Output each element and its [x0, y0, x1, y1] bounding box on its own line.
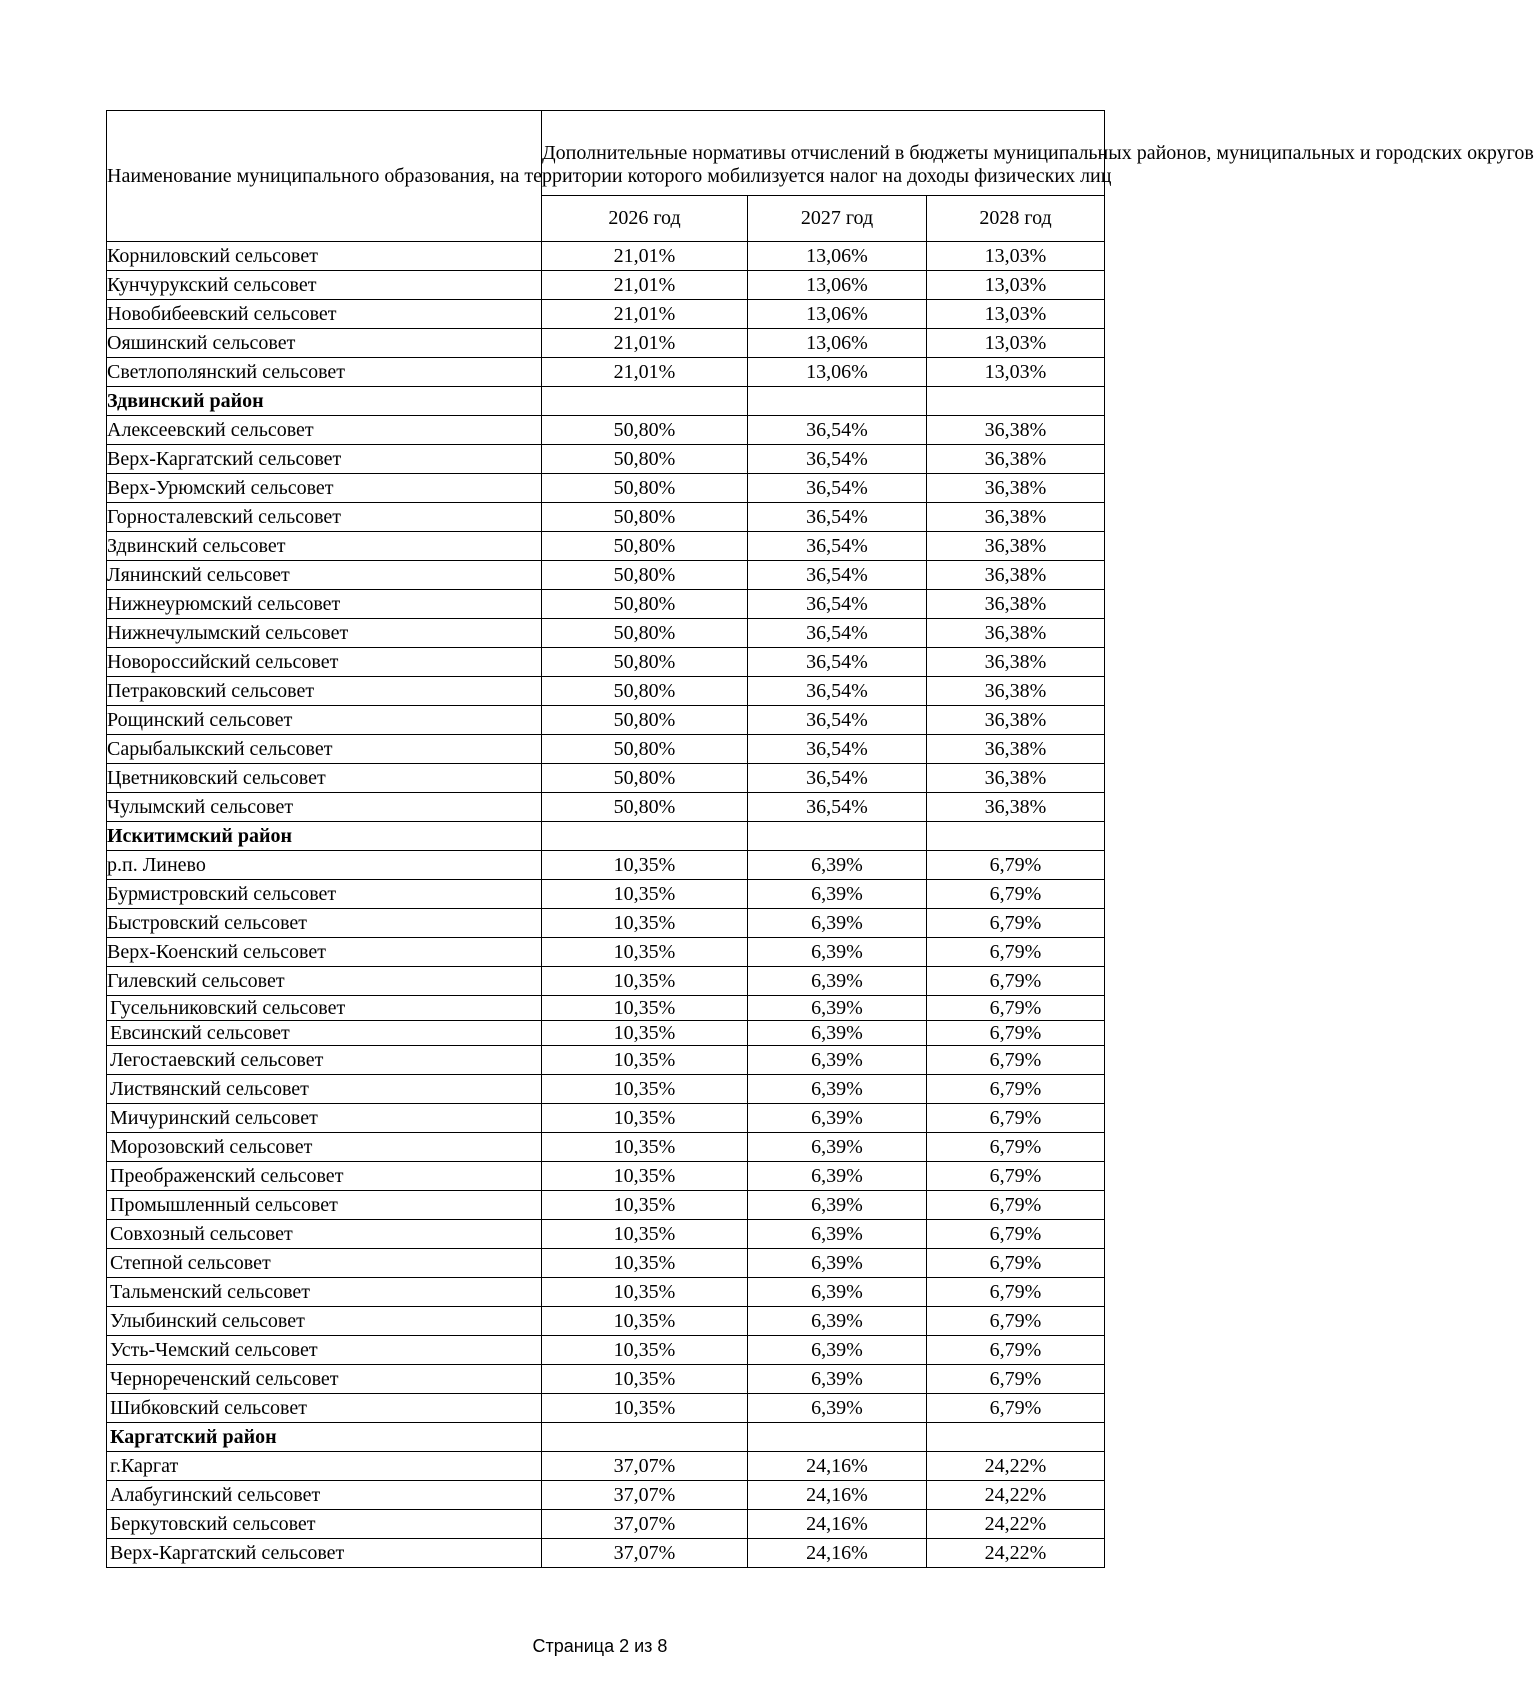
value-2028: 36,38% — [927, 561, 1105, 590]
municipality-name: Нижнеурюмский сельсовет — [107, 590, 542, 619]
municipality-name: Гилевский сельсовет — [107, 967, 542, 996]
value-2028: 6,79% — [927, 1133, 1105, 1162]
table-row — [107, 1394, 1105, 1423]
value-2027: 6,39% — [748, 1104, 927, 1133]
value-2026: 37,07% — [542, 1539, 748, 1568]
value-2027: 36,54% — [748, 590, 927, 619]
value-2028: 36,38% — [927, 416, 1105, 445]
table-row — [107, 445, 1105, 474]
municipality-name: г.Каргат — [107, 1452, 542, 1481]
value-2027: 6,39% — [748, 1075, 927, 1104]
municipality-name: Преображенский сельсовет — [107, 1162, 542, 1191]
municipality-name: Алабугинский сельсовет — [107, 1481, 542, 1510]
value-2028: 36,38% — [927, 619, 1105, 648]
value-2026: 10,35% — [542, 1191, 748, 1220]
value-2028: 6,79% — [927, 1162, 1105, 1191]
value-2027 — [748, 822, 927, 851]
value-2028: 6,79% — [927, 967, 1105, 996]
value-2026: 50,80% — [542, 648, 748, 677]
value-2027: 24,16% — [748, 1452, 927, 1481]
value-2028 — [927, 822, 1105, 851]
value-2027: 36,54% — [748, 793, 927, 822]
table-row — [107, 1133, 1105, 1162]
municipality-name: Корниловский сельсовет — [107, 242, 542, 271]
table-row — [107, 619, 1105, 648]
district-row — [107, 387, 1105, 416]
table-row — [107, 938, 1105, 967]
value-2026: 10,35% — [542, 1249, 748, 1278]
value-2026: 10,35% — [542, 1365, 748, 1394]
table-row — [107, 503, 1105, 532]
value-2026: 21,01% — [542, 242, 748, 271]
municipality-name: Шибковский сельсовет — [107, 1394, 542, 1423]
value-2028: 6,79% — [927, 1365, 1105, 1394]
table-row — [107, 416, 1105, 445]
table-row — [107, 1162, 1105, 1191]
table-row — [107, 880, 1105, 909]
municipality-name: Усть-Чемский сельсовет — [107, 1336, 542, 1365]
value-2027: 6,39% — [748, 996, 927, 1021]
table-row — [107, 1481, 1105, 1510]
value-2028: 6,79% — [927, 1278, 1105, 1307]
value-2028: 13,03% — [927, 358, 1105, 387]
value-2026: 10,35% — [542, 880, 748, 909]
district-name: Здвинский район — [107, 387, 542, 416]
header-additional-norms: Дополнительные нормативы отчислений в бюджеты муниципальных районов, муниципальных и городских округов — [542, 111, 1105, 196]
municipality-name: Чулымский сельсовет — [107, 793, 542, 822]
value-2028: 36,38% — [927, 735, 1105, 764]
value-2027: 6,39% — [748, 1162, 927, 1191]
table-row — [107, 590, 1105, 619]
value-2028: 6,79% — [927, 1075, 1105, 1104]
value-2027: 36,54% — [748, 445, 927, 474]
table-row — [107, 329, 1105, 358]
value-2028: 6,79% — [927, 851, 1105, 880]
value-2027: 24,16% — [748, 1481, 927, 1510]
value-2028: 6,79% — [927, 1104, 1105, 1133]
value-2026: 50,80% — [542, 561, 748, 590]
municipality-name: Гусельниковский сельсовет — [107, 996, 542, 1021]
value-2027: 6,39% — [748, 1191, 927, 1220]
municipality-name: Степной сельсовет — [107, 1249, 542, 1278]
value-2026: 37,07% — [542, 1452, 748, 1481]
value-2027: 36,54% — [748, 532, 927, 561]
value-2026: 37,07% — [542, 1510, 748, 1539]
value-2027: 6,39% — [748, 1220, 927, 1249]
value-2026: 10,35% — [542, 1220, 748, 1249]
municipality-name: Алексеевский сельсовет — [107, 416, 542, 445]
value-2028: 36,38% — [927, 532, 1105, 561]
value-2027: 36,54% — [748, 648, 927, 677]
value-2027: 36,54% — [748, 735, 927, 764]
value-2028: 36,38% — [927, 764, 1105, 793]
district-name: Искитимский район — [107, 822, 542, 851]
value-2027: 6,39% — [748, 851, 927, 880]
table-row — [107, 996, 1105, 1021]
value-2028: 36,38% — [927, 503, 1105, 532]
value-2027: 36,54% — [748, 677, 927, 706]
municipality-name: Петраковский сельсовет — [107, 677, 542, 706]
value-2027: 36,54% — [748, 416, 927, 445]
table-row — [107, 1307, 1105, 1336]
value-2028: 36,38% — [927, 677, 1105, 706]
municipality-name: Совхозный сельсовет — [107, 1220, 542, 1249]
value-2028: 6,79% — [927, 880, 1105, 909]
value-2026: 10,35% — [542, 851, 748, 880]
municipality-name: р.п. Линево — [107, 851, 542, 880]
value-2026: 50,80% — [542, 416, 748, 445]
value-2028: 6,79% — [927, 1220, 1105, 1249]
value-2026: 50,80% — [542, 590, 748, 619]
table-row — [107, 764, 1105, 793]
value-2026: 50,80% — [542, 677, 748, 706]
value-2027: 36,54% — [748, 561, 927, 590]
table-row — [107, 358, 1105, 387]
value-2028: 6,79% — [927, 938, 1105, 967]
value-2027: 36,54% — [748, 764, 927, 793]
municipality-name: Бурмистровский сельсовет — [107, 880, 542, 909]
page-number: Страница 2 из 8 — [532, 1636, 668, 1656]
value-2026: 50,80% — [542, 706, 748, 735]
value-2028 — [927, 387, 1105, 416]
value-2028: 24,22% — [927, 1452, 1105, 1481]
value-2028: 36,38% — [927, 474, 1105, 503]
table-row — [107, 1249, 1105, 1278]
value-2028: 24,22% — [927, 1481, 1105, 1510]
value-2028: 36,38% — [927, 590, 1105, 619]
value-2026: 10,35% — [542, 1162, 748, 1191]
value-2027: 13,06% — [748, 329, 927, 358]
value-2027: 6,39% — [748, 938, 927, 967]
value-2028: 6,79% — [927, 1307, 1105, 1336]
value-2027: 6,39% — [748, 1394, 927, 1423]
municipality-name: Новобибеевский сельсовет — [107, 300, 542, 329]
table-row — [107, 851, 1105, 880]
municipality-name: Рощинский сельсовет — [107, 706, 542, 735]
value-2027: 6,39% — [748, 1021, 927, 1046]
value-2028: 6,79% — [927, 1191, 1105, 1220]
district-row — [107, 822, 1105, 851]
header-municipality: Наименование муниципального образования, на территории которого мобилизуется налог на доходы физических лиц — [107, 111, 542, 242]
municipality-name: Ояшинский сельсовет — [107, 329, 542, 358]
value-2026: 37,07% — [542, 1481, 748, 1510]
table-row — [107, 1539, 1105, 1568]
value-2026: 10,35% — [542, 996, 748, 1021]
municipality-name: Здвинский сельсовет — [107, 532, 542, 561]
value-2028: 6,79% — [927, 996, 1105, 1021]
municipality-name: Быстровский сельсовет — [107, 909, 542, 938]
value-2026: 10,35% — [542, 1046, 748, 1075]
table-row — [107, 677, 1105, 706]
value-2028: 6,79% — [927, 1336, 1105, 1365]
municipality-name: Листвянский сельсовет — [107, 1075, 542, 1104]
value-2026: 10,35% — [542, 1075, 748, 1104]
table-row — [107, 648, 1105, 677]
value-2026: 50,80% — [542, 735, 748, 764]
header-year-2028: 2028 год — [927, 195, 1105, 241]
municipality-name: Кунчурукский сельсовет — [107, 271, 542, 300]
value-2028: 24,22% — [927, 1510, 1105, 1539]
municipality-name: Новороссийский сельсовет — [107, 648, 542, 677]
municipality-name: Евсинский сельсовет — [107, 1021, 542, 1046]
value-2028: 36,38% — [927, 706, 1105, 735]
value-2028: 13,03% — [927, 242, 1105, 271]
value-2027: 6,39% — [748, 967, 927, 996]
value-2027: 6,39% — [748, 909, 927, 938]
table-row — [107, 1220, 1105, 1249]
table-header — [107, 111, 1534, 242]
municipality-name: Промышленный сельсовет — [107, 1191, 542, 1220]
municipality-name: Улыбинский сельсовет — [107, 1307, 542, 1336]
value-2026 — [542, 1423, 748, 1452]
table-row — [107, 1046, 1105, 1075]
table-row — [107, 532, 1105, 561]
value-2028: 13,03% — [927, 329, 1105, 358]
value-2027 — [748, 1423, 927, 1452]
value-2028: 36,38% — [927, 793, 1105, 822]
municipality-name: Горносталевский сельсовет — [107, 503, 542, 532]
value-2027: 13,06% — [748, 242, 927, 271]
table-row — [107, 474, 1105, 503]
district-row — [107, 1423, 1105, 1452]
header-year-2026: 2026 год — [542, 195, 748, 241]
value-2028: 36,38% — [927, 445, 1105, 474]
value-2026: 50,80% — [542, 619, 748, 648]
municipality-name: Лянинский сельсовет — [107, 561, 542, 590]
table-row — [107, 1452, 1105, 1481]
value-2028: 24,22% — [927, 1539, 1105, 1568]
municipality-name: Беркутовский сельсовет — [107, 1510, 542, 1539]
value-2027: 13,06% — [748, 300, 927, 329]
value-2027: 36,54% — [748, 619, 927, 648]
table-row — [107, 967, 1105, 996]
value-2026: 21,01% — [542, 329, 748, 358]
value-2028: 13,03% — [927, 300, 1105, 329]
table-row — [107, 706, 1105, 735]
table-row — [107, 271, 1105, 300]
value-2026: 10,35% — [542, 967, 748, 996]
value-2026: 10,35% — [542, 1104, 748, 1133]
value-2026: 10,35% — [542, 1133, 748, 1162]
value-2027 — [748, 387, 927, 416]
value-2026: 50,80% — [542, 503, 748, 532]
table-row — [107, 1336, 1105, 1365]
municipality-name: Цветниковский сельсовет — [107, 764, 542, 793]
value-2026 — [542, 387, 748, 416]
value-2027: 13,06% — [748, 358, 927, 387]
value-2028: 6,79% — [927, 909, 1105, 938]
municipality-name: Мичуринский сельсовет — [107, 1104, 542, 1133]
value-2027: 6,39% — [748, 1278, 927, 1307]
value-2027: 6,39% — [748, 1046, 927, 1075]
value-2027: 36,54% — [748, 474, 927, 503]
table-row — [107, 909, 1105, 938]
value-2027: 24,16% — [748, 1510, 927, 1539]
value-2026: 50,80% — [542, 764, 748, 793]
value-2028: 36,38% — [927, 648, 1105, 677]
value-2027: 6,39% — [748, 1249, 927, 1278]
municipality-name: Легостаевский сельсовет — [107, 1046, 542, 1075]
value-2026: 10,35% — [542, 1278, 748, 1307]
value-2026: 50,80% — [542, 793, 748, 822]
value-2027: 6,39% — [748, 1307, 927, 1336]
municipality-name: Нижнечулымский сельсовет — [107, 619, 542, 648]
table-row — [107, 1191, 1105, 1220]
value-2026: 50,80% — [542, 445, 748, 474]
table-row — [107, 1278, 1105, 1307]
value-2028: 13,03% — [927, 271, 1105, 300]
value-2027: 6,39% — [748, 1133, 927, 1162]
value-2026: 21,01% — [542, 358, 748, 387]
value-2028 — [927, 1423, 1105, 1452]
municipality-name: Светлополянский сельсовет — [107, 358, 542, 387]
tax-norms-table — [106, 110, 1534, 1568]
value-2026: 21,01% — [542, 271, 748, 300]
table-row — [107, 1021, 1105, 1046]
value-2026: 10,35% — [542, 909, 748, 938]
value-2026: 10,35% — [542, 1307, 748, 1336]
value-2026: 10,35% — [542, 938, 748, 967]
value-2028: 6,79% — [927, 1249, 1105, 1278]
table-row — [107, 1075, 1105, 1104]
value-2028: 6,79% — [927, 1046, 1105, 1075]
value-2027: 13,06% — [748, 271, 927, 300]
municipality-name: Сарыбалыкский сельсовет — [107, 735, 542, 764]
table-row — [107, 1510, 1105, 1539]
table-row — [107, 735, 1105, 764]
value-2028: 6,79% — [927, 1021, 1105, 1046]
municipality-name: Верх-Каргатский сельсовет — [107, 1539, 542, 1568]
value-2026: 50,80% — [542, 532, 748, 561]
municipality-name: Верх-Коенский сельсовет — [107, 938, 542, 967]
municipality-name: Морозовский сельсовет — [107, 1133, 542, 1162]
value-2026: 10,35% — [542, 1394, 748, 1423]
value-2027: 36,54% — [748, 503, 927, 532]
municipality-name: Верх-Урюмский сельсовет — [107, 474, 542, 503]
municipality-name: Тальменский сельсовет — [107, 1278, 542, 1307]
value-2026 — [542, 822, 748, 851]
table-row — [107, 793, 1105, 822]
table-row — [107, 300, 1105, 329]
value-2027: 6,39% — [748, 1336, 927, 1365]
value-2026: 21,01% — [542, 300, 748, 329]
table-row — [107, 1365, 1105, 1394]
table-row — [107, 242, 1105, 271]
value-2026: 50,80% — [542, 474, 748, 503]
value-2027: 6,39% — [748, 1365, 927, 1394]
value-2026: 10,35% — [542, 1021, 748, 1046]
table-row — [107, 1104, 1105, 1133]
value-2028: 6,79% — [927, 1394, 1105, 1423]
value-2027: 6,39% — [748, 880, 927, 909]
value-2026: 10,35% — [542, 1336, 748, 1365]
value-2027: 36,54% — [748, 706, 927, 735]
header-year-2027: 2027 год — [748, 195, 927, 241]
municipality-name: Чернореченский сельсовет — [107, 1365, 542, 1394]
value-2027: 24,16% — [748, 1539, 927, 1568]
table-row — [107, 561, 1105, 590]
district-name: Каргатский район — [107, 1423, 542, 1452]
municipality-name: Верх-Каргатский сельсовет — [107, 445, 542, 474]
table-body — [107, 242, 1105, 1568]
